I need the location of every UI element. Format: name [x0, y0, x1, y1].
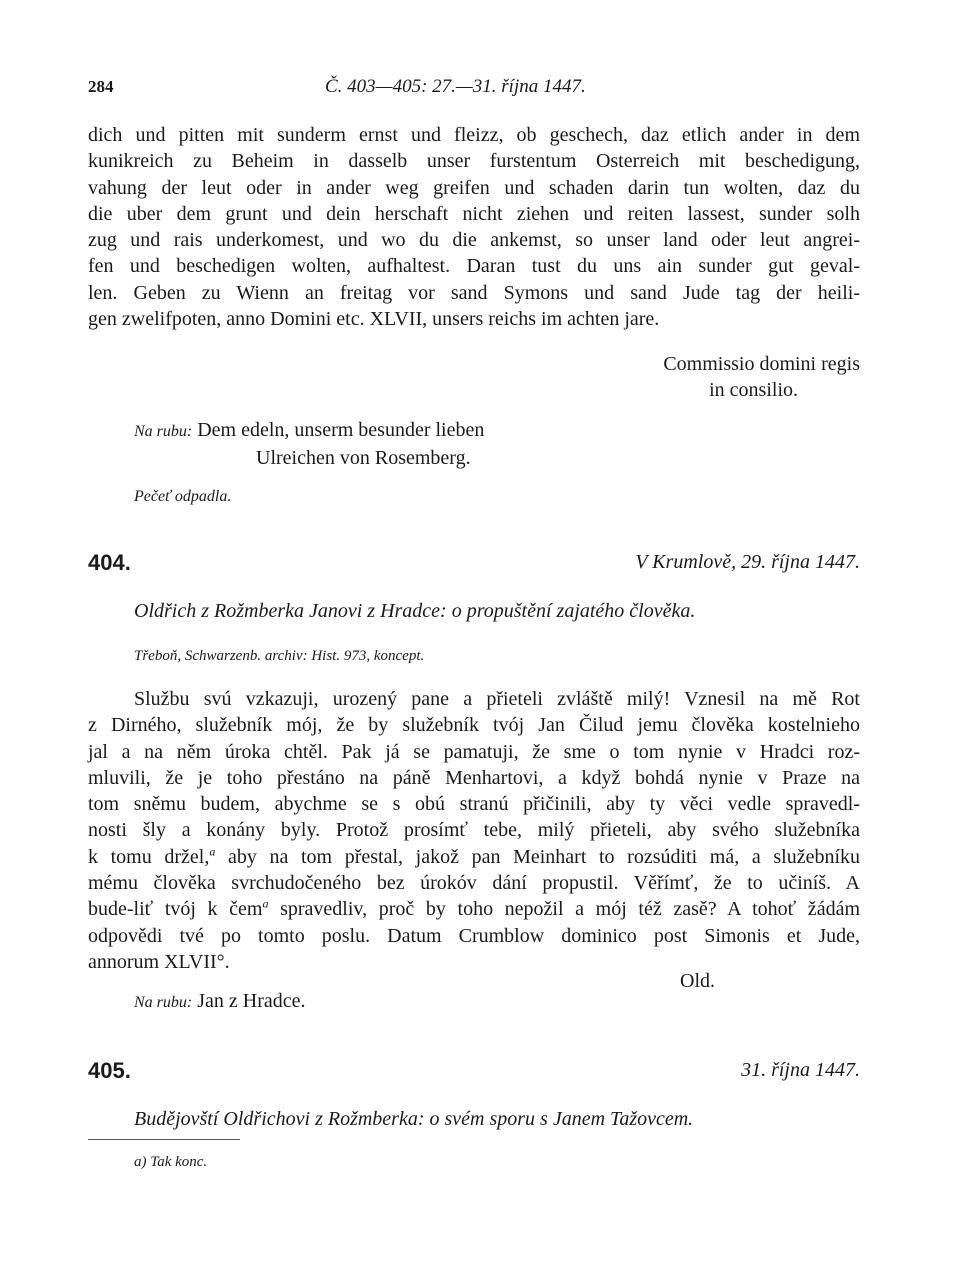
- page-number: 284: [88, 77, 114, 96]
- text-line: die uber dem grunt und dein herschaft nicht ziehen und reiten lassest, sunder solh: [88, 202, 860, 225]
- text-line: kunikreich zu Beheim in dasselb unser furstentum Osterreich mit beschedigung,: [88, 150, 860, 173]
- rubu-label: Na rubu:: [134, 994, 193, 1011]
- text-segment: k tomu držel,: [88, 845, 210, 868]
- commissio-line: Commissio domini regis: [663, 353, 860, 375]
- address-line: Dem edeln, unserm besunder lieben: [197, 419, 485, 441]
- doc404-source: Třeboň, Schwarzenb. archiv: Hist. 973, koncept.: [134, 648, 425, 664]
- text-line: dich und pitten mit sunderm ernst und fleizz, ob geschech, daz etlich ander in dem: [88, 124, 860, 146]
- text-line: Službu svú vzkazuji, urozený pane a přieteli zvláště milý! Vznesil na mě Rot: [134, 688, 860, 710]
- doc404-signature: Old.: [680, 970, 715, 992]
- doc404-number: 404.: [88, 550, 131, 575]
- text-line: odpovědi tvé po tomto poslu. Datum Crumblow dominico post Simonis et Jude,: [88, 924, 860, 947]
- doc403-text: [88, 122, 860, 332]
- doc405-date: 31. října 1447.: [741, 1059, 860, 1081]
- text-line: tom sněmu budem, abychme se s obú stranú přičinili, aby ty věci vedle spravedl-: [88, 793, 860, 816]
- text-line: mému člověka svrchudočeného bez úrokóv dání propustil. Věřímť, že to učiníš. A: [88, 872, 860, 895]
- doc404-title: Oldřich z Rožmberka Janovi z Hradce: o propuštění zajatého člověka.: [134, 600, 696, 622]
- doc405-title: Budějovští Oldřichovi z Rožmberka: o svém sporu s Janem Tažovcem.: [134, 1108, 694, 1130]
- text-line: nosti šly a konány byly. Protož prosímť tebe, milý přieteli, aby svého služebníka: [88, 819, 860, 842]
- footnote-mark: a: [209, 844, 216, 859]
- doc403-address: [134, 417, 484, 472]
- text-segment: aby na tom přestal, jakož pan Meinhart to rozsúditi má, a služebníku: [215, 845, 861, 868]
- doc404-address: [134, 990, 306, 1013]
- doc405-number: 405.: [88, 1058, 131, 1083]
- text-line: gen zwelifpoten, anno Domini etc. XLVII, unsers reichs im achten jare.: [88, 308, 660, 331]
- seal-note: Pečeť odpadla.: [134, 488, 232, 505]
- text-line: annorum XLVII°.: [88, 950, 230, 973]
- commissio-line: in consilio.: [709, 379, 798, 401]
- text-segment: bude-liť tvój k čem: [88, 898, 263, 921]
- running-title: Č. 403—405: 27.—31. října 1447.: [325, 76, 586, 97]
- text-line: len. Geben zu Wienn an freitag vor sand Symons und sand Jude tag der heili-: [88, 281, 860, 304]
- doc404-text: [88, 686, 860, 975]
- text-line: zug und rais underkomest, und wo du die ankemst, so unser land oder leut angrei-: [88, 229, 860, 252]
- footnote-rule: [88, 1139, 240, 1140]
- text-line: mluvili, že je toho přestáno na páně Menhartovi, a když bohdá nynie v Praze na: [88, 766, 860, 789]
- rubu-label: Na rubu:: [134, 423, 193, 440]
- footnote-mark: a: [262, 896, 269, 911]
- text-line: z Dirného, služebník mój, že by služebník tvój Jan Čilud jemu člověka kostelnieho: [88, 714, 860, 737]
- text-line: [88, 844, 860, 870]
- text-segment: spravedliv, proč by toho nepožil a mój též zasě? A tohoť žádám: [268, 898, 860, 921]
- text-line: [88, 896, 860, 922]
- text-line: jal a na něm úroka chtěl. Pak já se pamatuji, že sme o tom nynie v Hradci roz-: [88, 740, 860, 763]
- footnote: a) Tak konc.: [134, 1154, 208, 1170]
- text-line: fen und beschedigen wolten, aufhaltest. Daran tust du uns ain sunder gut geval-: [88, 255, 860, 278]
- text-line: vahung der leut oder in ander weg greifen und schaden darin tun wolten, daz du: [88, 176, 860, 199]
- commissio-note: [663, 351, 860, 403]
- address-line: Ulreichen von Rosemberg.: [256, 447, 471, 469]
- address-line: Jan z Hradce.: [197, 990, 306, 1012]
- doc404-date: V Krumlově, 29. října 1447.: [635, 551, 860, 573]
